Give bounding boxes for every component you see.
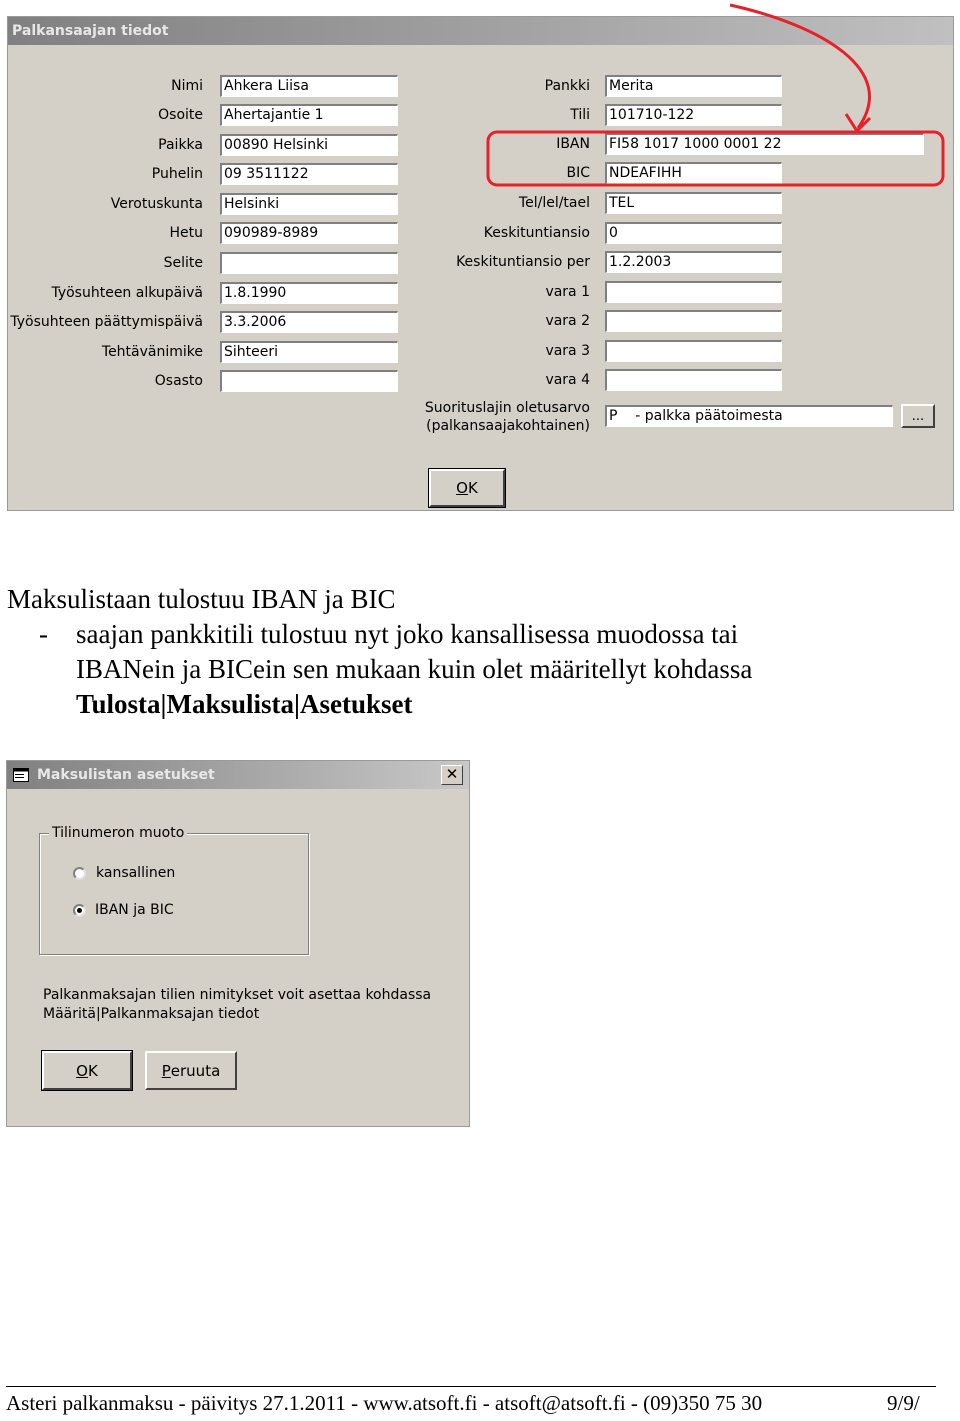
label-puhelin: Puhelin <box>151 166 203 182</box>
footer-rule <box>6 1386 936 1387</box>
iban-input[interactable]: FI58 1017 1000 0001 22 <box>605 133 924 155</box>
nimi-input[interactable]: Ahkera Liisa <box>220 75 398 97</box>
label-vara-1: vara 1 <box>545 284 590 300</box>
label-start-date: Työsuhteen alkupäivä <box>51 285 203 301</box>
account-format-group <box>39 833 309 955</box>
hetu-input[interactable]: 090989-8989 <box>220 222 398 244</box>
label-bic: BIC <box>566 165 590 181</box>
suoritus-label-line2: (palkansaajakohtainen) <box>426 418 590 434</box>
doc-bullet-line1: saajan pankkitili tulostuu nyt joko kansallisessa muodossa tai <box>76 619 739 649</box>
window-app-icon <box>13 768 29 782</box>
tel-input[interactable]: TEL <box>605 192 782 214</box>
ok-mnemonic: O <box>456 479 468 497</box>
footer-info: Asteri palkanmaksu - päivitys 27.1.2011 - www.atsoft.fi - atsoft@atsoft.fi - (09)350 75 30 <box>6 1391 763 1415</box>
label-keskituntiansio-per: Keskituntiansio per <box>456 254 590 270</box>
annotation-arrow-curve <box>730 5 869 128</box>
settings-note-line2: Määritä|Palkanmaksajan tiedot <box>43 1006 260 1022</box>
keskituntiansio-input[interactable]: 0 <box>605 222 782 244</box>
iban-bic-highlight <box>0 0 960 520</box>
radio-selected-dot <box>77 908 82 913</box>
radio-iban-bic-label[interactable]: IBAN ja BIC <box>95 902 174 918</box>
settings-note-line1: Palkanmaksajan tilien nimitykset voit asettaa kohdassa <box>43 987 432 1003</box>
settings-ok-label-rest: K <box>87 1061 98 1080</box>
radio-kansallinen[interactable] <box>73 867 86 880</box>
settings-ok-mnemonic: O <box>76 1061 88 1080</box>
label-job-title: Tehtävänimike <box>101 344 203 360</box>
label-osasto: Osasto <box>154 373 203 389</box>
payee-info-title: Palkansaajan tiedot <box>12 23 169 39</box>
label-hetu: Hetu <box>169 225 203 241</box>
label-nimi: Nimi <box>171 78 203 94</box>
label-vara-4: vara 4 <box>545 372 590 388</box>
osoite-input[interactable]: Ahertajantie 1 <box>220 104 398 126</box>
doc-heading: Maksulistaan tulostuu IBAN ja BIC <box>7 584 396 614</box>
pankki-input[interactable]: Merita <box>605 75 782 97</box>
start-date-input[interactable]: 1.8.1990 <box>220 282 398 304</box>
bic-input[interactable]: NDEAFIHH <box>605 162 782 184</box>
paikka-input[interactable]: 00890 Helsinki <box>220 134 398 156</box>
doc-bullet-line2: IBANein ja BICein sen mukaan kuin olet määritellyt kohdassa <box>76 654 753 684</box>
keskituntiansio-per-input[interactable]: 1.2.2003 <box>605 251 782 273</box>
label-verotuskunta: Verotuskunta <box>110 196 203 212</box>
payment-list-settings-dialog <box>6 760 470 1127</box>
ok-label-rest: K <box>467 479 478 497</box>
suoritus-browse-button[interactable]: ... <box>901 404 935 428</box>
close-button[interactable] <box>441 765 463 785</box>
label-paikka: Paikka <box>158 137 203 153</box>
label-iban: IBAN <box>556 136 590 152</box>
suoritus-select[interactable]: P - palkka päätoimesta <box>605 405 893 427</box>
label-vara-3: vara 3 <box>545 343 590 359</box>
label-keskituntiansio: Keskituntiansio <box>483 225 590 241</box>
cancel-button[interactable] <box>145 1051 237 1090</box>
page-number: 9/9/ <box>887 1391 920 1415</box>
label-vara-2: vara 2 <box>545 313 590 329</box>
label-tili: Tili <box>570 107 590 123</box>
verotuskunta-input[interactable]: Helsinki <box>220 193 398 215</box>
job-title-input[interactable]: Sihteeri <box>220 341 398 363</box>
close-icon: ✕ <box>445 765 459 783</box>
label-tel: Tel/lel/tael <box>518 195 590 211</box>
suoritus-label-line1: Suorituslajin oletusarvo <box>424 400 590 416</box>
puhelin-input[interactable]: 09 3511122 <box>220 163 398 185</box>
label-pankki: Pankki <box>544 78 590 94</box>
tili-input[interactable]: 101710-122 <box>605 104 782 126</box>
label-selite: Selite <box>163 255 203 271</box>
radio-kansallinen-label[interactable]: kansallinen <box>96 865 176 881</box>
doc-bullet-dash: - <box>39 619 48 649</box>
iban-bic-highlight-box <box>488 132 943 185</box>
label-end-date: Työsuhteen päättymispäivä <box>10 314 203 330</box>
cancel-mnemonic: P <box>161 1061 171 1080</box>
cancel-label-rest: eruuta <box>170 1061 221 1080</box>
label-osoite: Osoite <box>158 107 203 123</box>
settings-titlebar[interactable] <box>7 761 469 789</box>
settings-ok-button[interactable] <box>42 1051 132 1090</box>
end-date-input[interactable]: 3.3.2006 <box>220 311 398 333</box>
radio-iban-bic[interactable] <box>73 904 86 917</box>
settings-title: Maksulistan asetukset <box>37 767 215 783</box>
account-format-group-label: Tilinumeron muoto <box>49 825 187 841</box>
doc-menu-path: Tulosta|Maksulista|Asetukset <box>76 689 413 719</box>
